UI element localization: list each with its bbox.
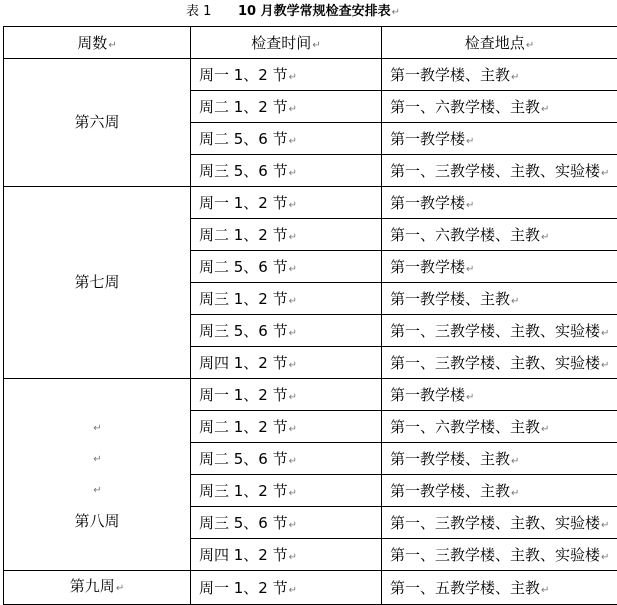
header-week: 周数↵ [4, 27, 191, 59]
place-cell: 第一、五教学楼、主教↵ [382, 571, 617, 605]
paragraph-mark-icon: ↵ [289, 328, 297, 339]
paragraph-mark-icon: ↵ [289, 168, 297, 179]
paragraph-mark-icon: ↵ [466, 264, 474, 275]
paragraph-mark-icon: ↵ [108, 40, 116, 51]
table-row [4, 571, 617, 605]
paragraph-mark-icon: ↵ [93, 413, 101, 444]
place-cell: 第一、六教学楼、主教↵ [382, 219, 617, 251]
week-cell [4, 571, 191, 605]
paragraph-mark-icon: ↵ [289, 552, 297, 563]
paragraph-mark-icon: ↵ [511, 488, 519, 499]
table-row [4, 187, 617, 219]
schedule-table-body [4, 27, 617, 605]
paragraph-mark-icon: ↵ [289, 424, 297, 435]
week-label: 第八周 [74, 506, 119, 537]
week-label: 第六周 [74, 107, 119, 138]
place-cell: 第一教学楼、主教↵ [382, 475, 617, 507]
time-cell: 周三 1、2 节↵ [191, 475, 382, 507]
paragraph-mark-icon: ↵ [601, 552, 609, 563]
paragraph-mark-icon: ↵ [116, 583, 124, 594]
time-cell: 周四 1、2 节↵ [191, 539, 382, 571]
paragraph-mark-icon: ↵ [289, 456, 297, 467]
header-time: 检查时间↵ [191, 27, 382, 59]
week-cell [4, 187, 191, 379]
paragraph-mark-icon: ↵ [93, 444, 101, 475]
paragraph-mark-icon: ↵ [289, 264, 297, 275]
paragraph-mark-icon: ↵ [93, 475, 101, 506]
paragraph-mark-icon: ↵ [289, 585, 297, 596]
place-cell: 第一、三教学楼、主教、实验楼↵ [382, 155, 617, 187]
paragraph-mark-icon: ↵ [289, 296, 297, 307]
paragraph-mark-icon: ↵ [511, 72, 519, 83]
header-place: 检查地点↵ [382, 27, 617, 59]
time-cell: 周二 1、2 节↵ [191, 91, 382, 123]
paragraph-mark-icon: ↵ [541, 232, 549, 243]
table-number: 表 1 [186, 0, 211, 24]
paragraph-mark-icon: ↵ [541, 424, 549, 435]
paragraph-mark-icon: ↵ [312, 40, 320, 51]
paragraph-mark-icon: ↵ [466, 200, 474, 211]
paragraph-mark-icon: ↵ [392, 7, 400, 18]
table-title: 10 月教学常规检查安排表↵ [238, 0, 400, 25]
week-label: 第七周 [74, 267, 119, 298]
paragraph-mark-icon: ↵ [289, 360, 297, 371]
place-cell: 第一教学楼、主教↵ [382, 283, 617, 315]
time-cell: 周二 5、6 节↵ [191, 123, 382, 155]
table-caption [0, 0, 617, 24]
paragraph-mark-icon: ↵ [541, 104, 549, 115]
place-cell: 第一、三教学楼、主教、实验楼↵ [382, 507, 617, 539]
place-cell: 第一、三教学楼、主教、实验楼↵ [382, 315, 617, 347]
paragraph-mark-icon: ↵ [289, 200, 297, 211]
time-cell: 周四 1、2 节↵ [191, 347, 382, 379]
time-cell: 周一 1、2 节↵ [191, 59, 382, 91]
paragraph-mark-icon: ↵ [466, 136, 474, 147]
place-cell: 第一教学楼、主教↵ [382, 443, 617, 475]
paragraph-mark-icon: ↵ [601, 360, 609, 371]
paragraph-mark-icon: ↵ [601, 520, 609, 531]
place-cell: 第一教学楼↵ [382, 379, 617, 411]
time-cell: 周二 1、2 节↵ [191, 219, 382, 251]
time-cell: 周三 5、6 节↵ [191, 507, 382, 539]
place-cell: 第一、六教学楼、主教↵ [382, 91, 617, 123]
paragraph-mark-icon: ↵ [289, 488, 297, 499]
week-cell [4, 379, 191, 571]
paragraph-mark-icon: ↵ [289, 392, 297, 403]
time-cell: 周一 1、2 节↵ [191, 571, 382, 605]
week-cell [4, 59, 191, 187]
schedule-table [3, 26, 617, 605]
paragraph-mark-icon: ↵ [466, 392, 474, 403]
time-cell: 周三 5、6 节↵ [191, 155, 382, 187]
place-cell: 第一、三教学楼、主教、实验楼↵ [382, 539, 617, 571]
place-cell: 第一、六教学楼、主教↵ [382, 411, 617, 443]
time-cell: 周三 5、6 节↵ [191, 315, 382, 347]
time-cell: 周三 1、2 节↵ [191, 283, 382, 315]
place-cell: 第一教学楼↵ [382, 187, 617, 219]
paragraph-mark-icon: ↵ [526, 40, 534, 51]
paragraph-mark-icon: ↵ [601, 328, 609, 339]
week-label: 第九周↵ [70, 571, 124, 604]
paragraph-mark-icon: ↵ [289, 520, 297, 531]
paragraph-mark-icon: ↵ [289, 136, 297, 147]
table-row [4, 59, 617, 91]
place-cell: 第一教学楼↵ [382, 251, 617, 283]
place-cell: 第一教学楼、主教↵ [382, 59, 617, 91]
time-cell: 周一 1、2 节↵ [191, 379, 382, 411]
paragraph-mark-icon: ↵ [601, 168, 609, 179]
paragraph-mark-icon: ↵ [511, 296, 519, 307]
header-row [4, 27, 617, 59]
time-cell: 周二 5、6 节↵ [191, 443, 382, 475]
time-cell: 周一 1、2 节↵ [191, 187, 382, 219]
time-cell: 周二 1、2 节↵ [191, 411, 382, 443]
paragraph-mark-icon: ↵ [289, 232, 297, 243]
paragraph-mark-icon: ↵ [541, 585, 549, 596]
paragraph-mark-icon: ↵ [289, 72, 297, 83]
time-cell: 周二 5、6 节↵ [191, 251, 382, 283]
place-cell: 第一教学楼↵ [382, 123, 617, 155]
paragraph-mark-icon: ↵ [289, 104, 297, 115]
paragraph-mark-icon: ↵ [511, 456, 519, 467]
table-row [4, 379, 617, 411]
place-cell: 第一、三教学楼、主教、实验楼↵ [382, 347, 617, 379]
